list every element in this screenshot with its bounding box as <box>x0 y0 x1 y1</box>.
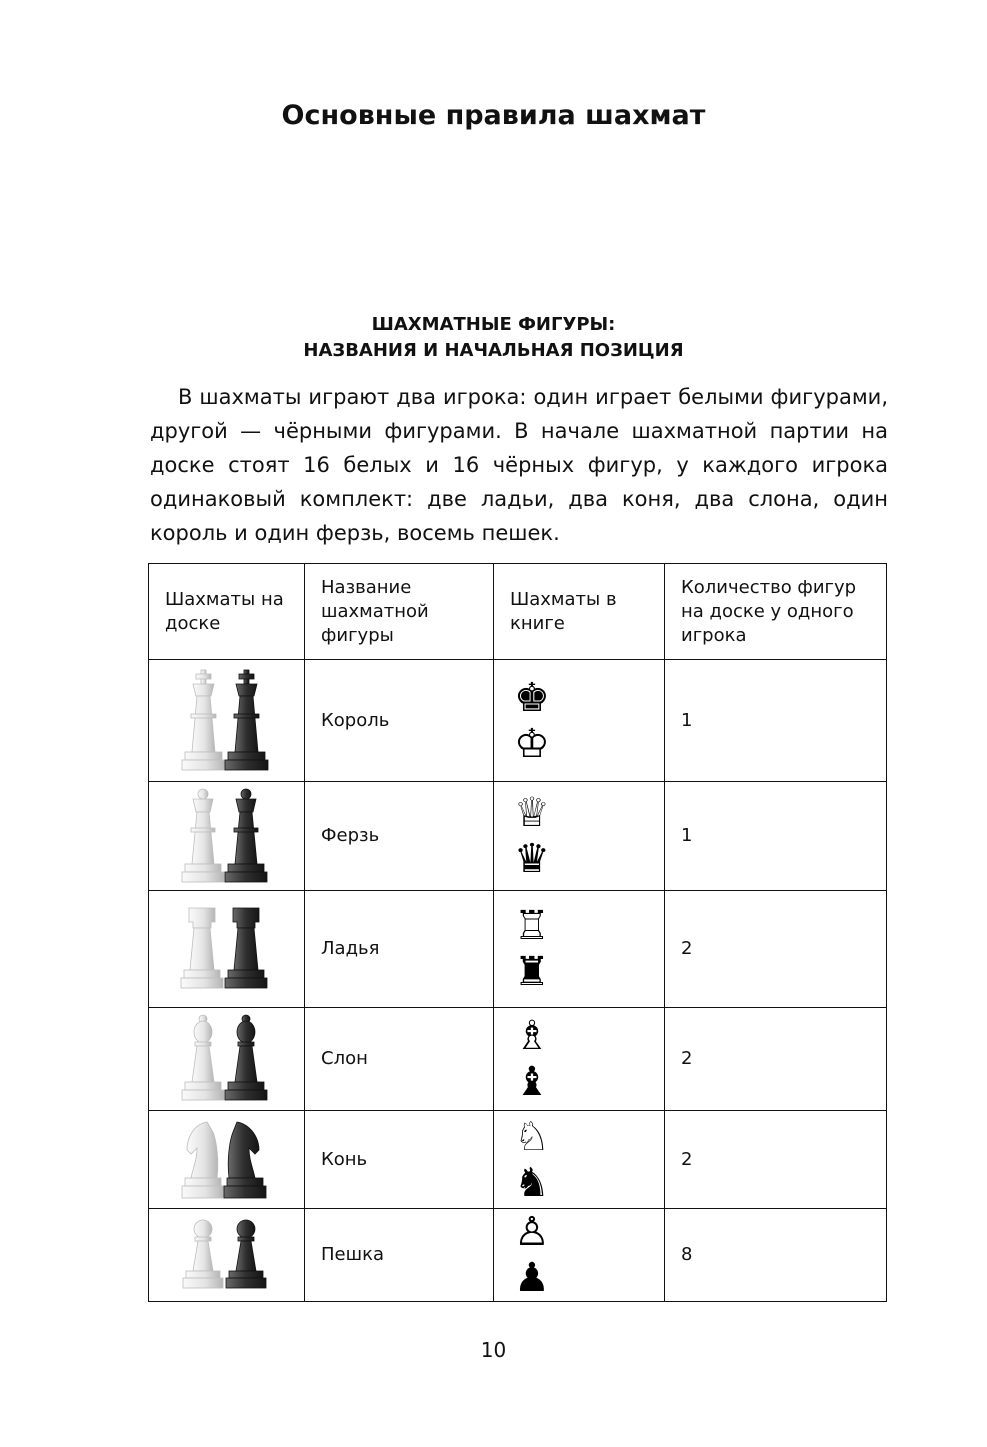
black-bishop-icon: ♝ <box>514 1059 550 1105</box>
piece-name: Слон <box>305 1008 494 1111</box>
section-heading <box>0 312 987 364</box>
table-row <box>149 1111 887 1209</box>
bishop-pieces-photo-icon <box>149 1008 305 1111</box>
black-knight-icon: ♞ <box>514 1159 550 1206</box>
queen-pieces-photo-icon <box>149 782 305 891</box>
book-glyphs <box>494 782 665 891</box>
rook-pieces-photo-icon <box>149 891 305 1008</box>
white-rook-icon: ♖ <box>514 903 550 949</box>
header-board-pieces: Шахматы на доске <box>149 564 305 660</box>
book-glyphs <box>494 1008 665 1111</box>
piece-name: Король <box>305 660 494 782</box>
section-heading-line-1: ШАХМАТНЫЕ ФИГУРЫ: <box>371 314 616 335</box>
table-header-row <box>149 564 887 660</box>
page-number: 10 <box>480 1338 507 1362</box>
intro-paragraph: В шахматы играют два игрока: один играет белыми фигурами, другой — чёрными фигурами. В начале шахматной партии на доске стоят 16 белых и 16 чёрных фигур, у каждого игрока одинаковый комплект: две ладьи, два коня, два слона, один король и один ферзь, восемь пешек. <box>150 385 888 545</box>
table-row <box>149 1008 887 1111</box>
white-pawn-icon: ♙ <box>514 1209 550 1255</box>
piece-count: 8 <box>665 1209 887 1302</box>
table-row <box>149 660 887 782</box>
piece-name: Ладья <box>305 891 494 1008</box>
table-row <box>149 891 887 1008</box>
book-glyphs <box>494 1209 665 1302</box>
black-queen-icon: ♛ <box>514 836 550 882</box>
header-piece-count: Количество фигур на доске у одного игрока <box>665 564 887 660</box>
white-knight-icon: ♘ <box>514 1113 550 1160</box>
black-rook-icon: ♜ <box>514 949 550 995</box>
white-queen-icon: ♕ <box>514 790 550 836</box>
piece-count: 1 <box>665 782 887 891</box>
piece-name: Пешка <box>305 1209 494 1302</box>
black-pawn-icon: ♟ <box>514 1255 550 1301</box>
header-piece-name: Название шахматной фигуры <box>305 564 494 660</box>
pawn-pieces-photo-icon <box>149 1209 305 1302</box>
piece-count: 2 <box>665 891 887 1008</box>
pieces-table <box>148 563 887 1302</box>
header-book-pieces: Шахматы в книге <box>494 564 665 660</box>
book-glyphs <box>494 1111 665 1209</box>
piece-name: Конь <box>305 1111 494 1209</box>
king-pieces-photo-icon <box>149 660 305 782</box>
table-row <box>149 782 887 891</box>
page-title: Основные правила шахмат <box>281 100 706 131</box>
section-heading-line-2: НАЗВАНИЯ И НАЧАЛЬНАЯ ПОЗИЦИЯ <box>303 340 684 361</box>
black-king-icon: ♚ <box>514 674 550 721</box>
white-king-icon: ♔ <box>514 720 550 767</box>
piece-count: 2 <box>665 1111 887 1209</box>
piece-count: 1 <box>665 660 887 782</box>
book-glyphs <box>494 891 665 1008</box>
piece-count: 2 <box>665 1008 887 1111</box>
piece-name: Ферзь <box>305 782 494 891</box>
white-bishop-icon: ♗ <box>514 1013 550 1059</box>
table-row <box>149 1209 887 1302</box>
knight-pieces-photo-icon <box>149 1111 305 1209</box>
book-glyphs <box>494 660 665 782</box>
